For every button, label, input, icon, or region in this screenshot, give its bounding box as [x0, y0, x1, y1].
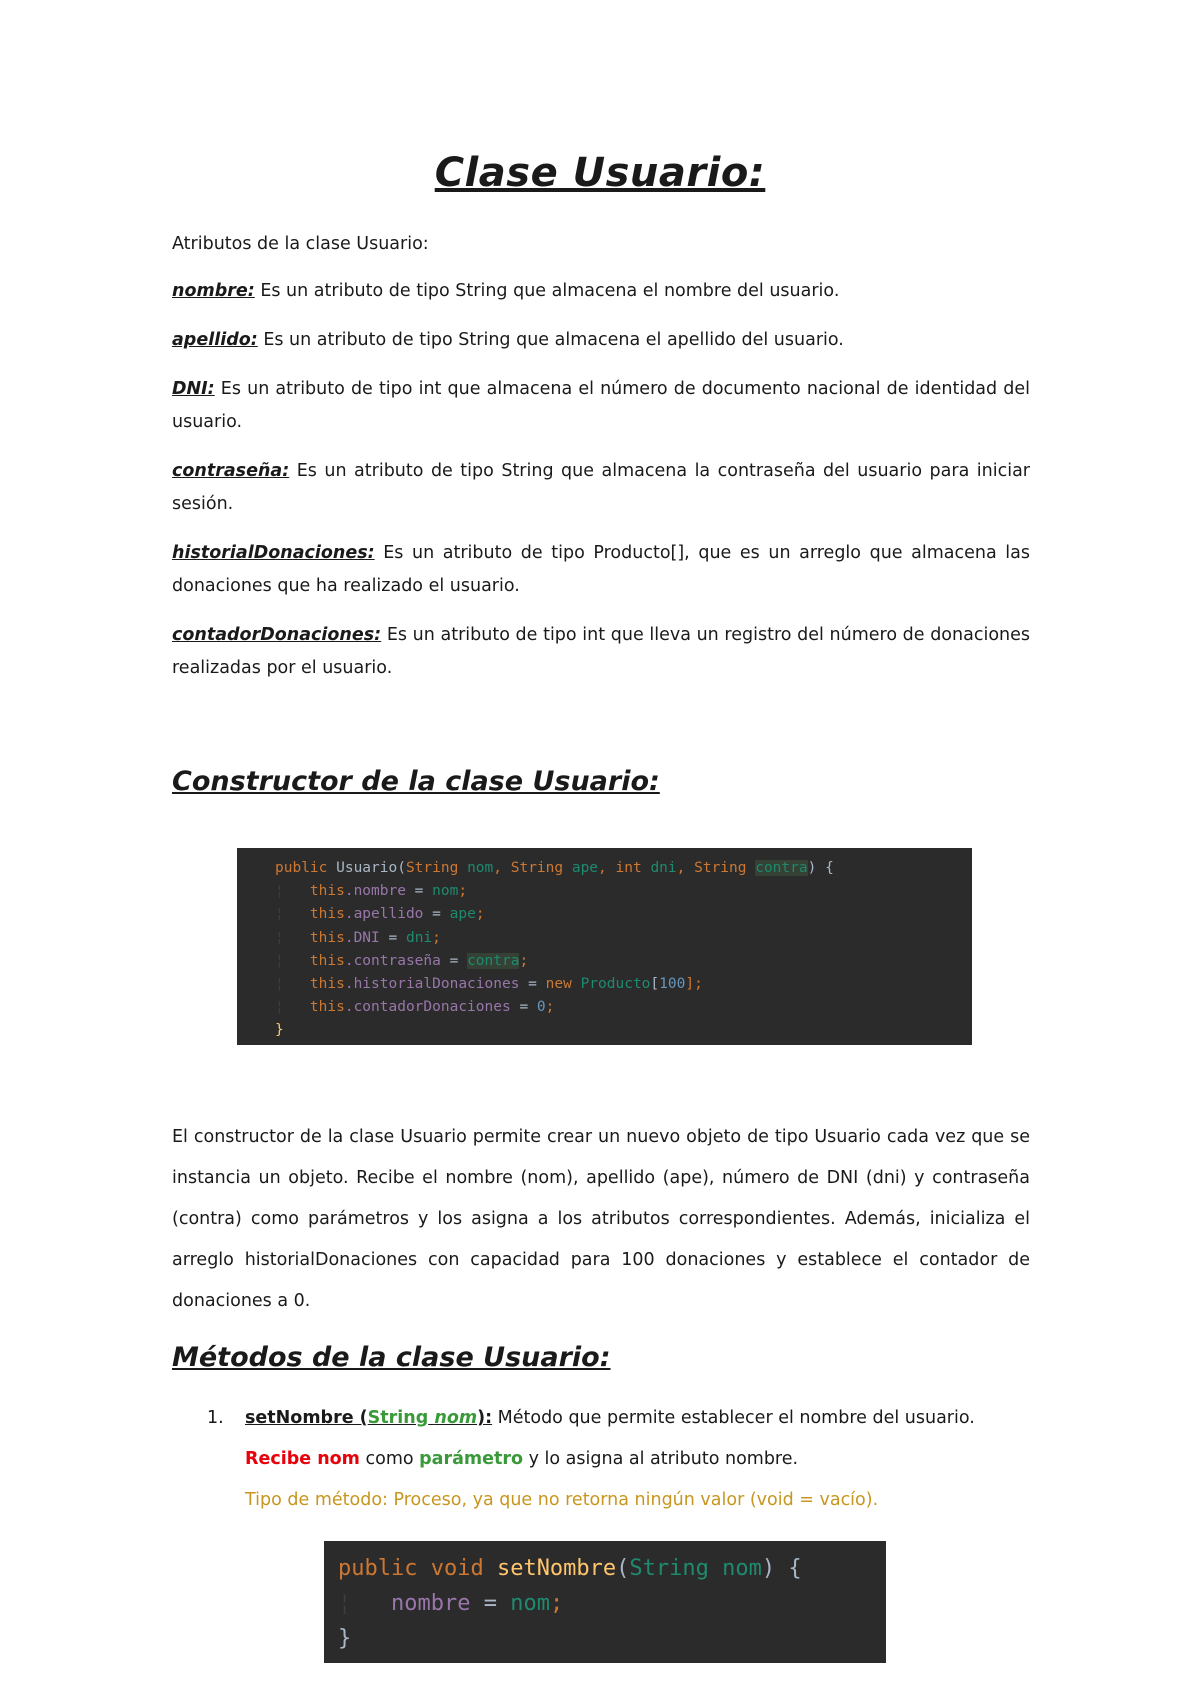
- attribute-contador-donaciones: [172, 619, 1030, 685]
- list-number: 1.: [207, 1408, 224, 1428]
- attribute-desc: Es un atributo de tipo String que almacena el nombre del usuario.: [254, 281, 840, 301]
- attribute-desc: Es un atributo de tipo int que almacena el número de documento nacional de identidad del usuario.: [172, 379, 1030, 432]
- attribute-term: DNI:: [172, 379, 215, 399]
- page-title: Clase Usuario:: [434, 150, 766, 196]
- attribute-desc: Es un atributo de tipo Producto[], que es un arreglo que almacena las donaciones que ha realizado el usuario.: [172, 543, 1030, 596]
- attributes-intro: Atributos de la clase Usuario:: [172, 234, 429, 254]
- code-line: }: [275, 1022, 284, 1039]
- attribute-term: contadorDonaciones:: [172, 625, 382, 645]
- attribute-historial-donaciones: [172, 537, 1030, 603]
- code-line: ¦ this.historialDonaciones = new Producto[100];: [275, 976, 703, 993]
- attribute-apellido: [172, 324, 1030, 357]
- code-line: ¦ nombre = nom;: [338, 1591, 564, 1616]
- method-type-line: Tipo de método: Proceso, ya que no retorna ningún valor (void = vacío).: [245, 1490, 879, 1510]
- attribute-term: apellido:: [172, 330, 258, 350]
- method-param-line: Recibe nom como parámetro y lo asigna al atributo nombre.: [245, 1449, 799, 1469]
- code-line: ¦ this.DNI = dni;: [275, 929, 441, 946]
- code-line: public void setNombre(String nom) {: [338, 1556, 802, 1581]
- attribute-contrasena: [172, 455, 1030, 521]
- attribute-desc: Es un atributo de tipo String que almacena la contraseña del usuario para iniciar sesión.: [172, 461, 1030, 514]
- constructor-code-block: [237, 848, 972, 1045]
- methods-heading: Métodos de la clase Usuario:: [172, 1342, 611, 1373]
- attribute-dni: [172, 373, 1030, 439]
- attribute-term: nombre:: [172, 281, 255, 301]
- methods-list: [172, 1398, 1030, 1521]
- attribute-desc: Es un atributo de tipo int que lleva un registro del número de donaciones realizadas por el usuario.: [172, 625, 1030, 678]
- code-line: ¦ this.contadorDonaciones = 0;: [275, 999, 555, 1016]
- attribute-nombre: [172, 275, 1030, 308]
- code-line: ¦ this.contraseña = contra;: [275, 952, 529, 969]
- constructor-description: El constructor de la clase Usuario permite crear un nuevo objeto de tipo Usuario cada vez que se instancia un objeto. Recibe el nombre (nom), apellido (ape), número de DNI (dni) y contraseña (contra) como parámetros y los asigna a los atributos correspondientes. Además, inicializa el arreglo historialDonaciones con capacidad para 100 donaciones y establece el contador de donaciones a 0.: [172, 1127, 1030, 1311]
- method-code-block: [324, 1541, 886, 1663]
- attribute-term: historialDonaciones:: [172, 543, 375, 563]
- code-line: }: [338, 1626, 352, 1651]
- method-desc: Método que permite establecer el nombre del usuario.: [492, 1408, 975, 1428]
- list-item: [172, 1398, 1030, 1439]
- attribute-desc: Es un atributo de tipo String que almacena el apellido del usuario.: [257, 330, 844, 350]
- constructor-heading: Constructor de la clase Usuario:: [172, 766, 660, 797]
- attribute-term: contraseña:: [172, 461, 290, 481]
- method-signature: setNombre (String nom):: [245, 1408, 493, 1428]
- code-line: ¦ this.apellido = ape;: [275, 906, 485, 923]
- code-line: ¦ this.nombre = nom;: [275, 883, 468, 900]
- code-line: public Usuario(String nom, String ape, int dni, String contra) {: [275, 860, 834, 876]
